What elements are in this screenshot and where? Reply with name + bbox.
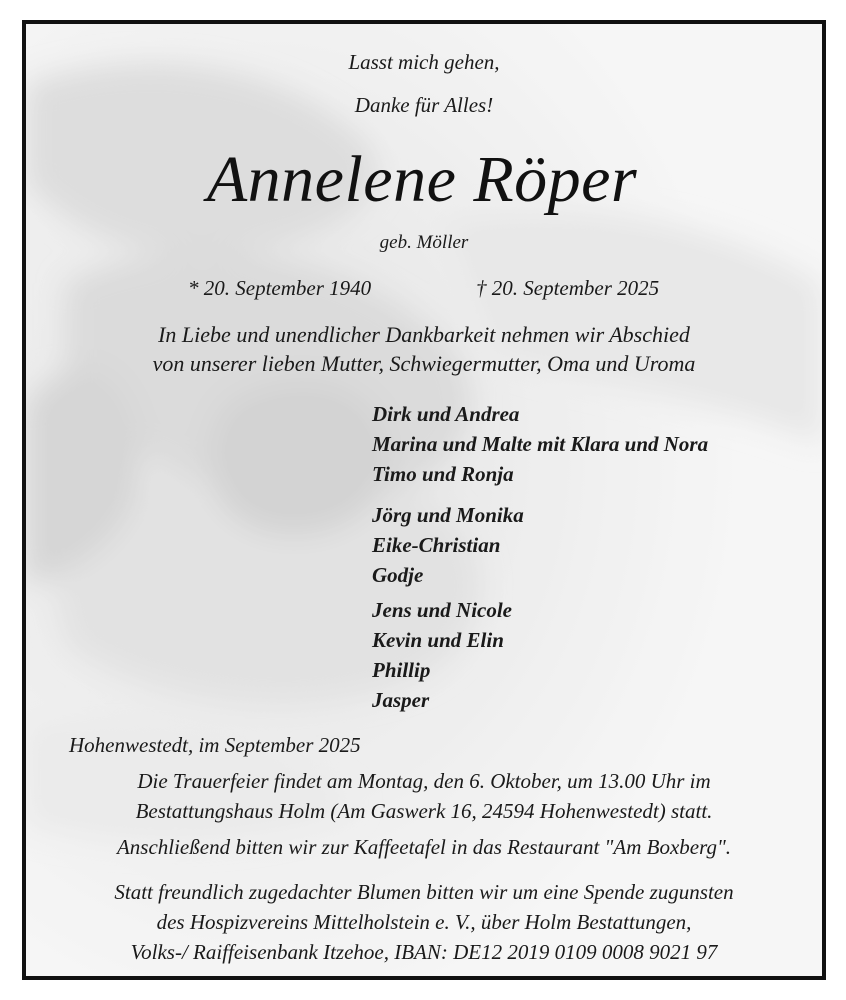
donation-line-3: Volks-/ Raiffeisenbank Itzehoe, IBAN: DE12 2019 0109 0008 9021 97 (130, 940, 718, 964)
family-member: Timo und Ronja (372, 462, 514, 486)
farewell-line-2: von unserer lieben Mutter, Schwiegermutter, Oma und Uroma (152, 351, 696, 376)
place-and-date: Hohenwestedt, im September 2025 (69, 733, 361, 757)
donation-line-2: des Hospizvereins Mittelholstein e. V., über Holm Bestattungen, (156, 910, 692, 934)
family-group-1 (372, 399, 708, 489)
family-member: Jörg und Monika (372, 503, 524, 527)
family-member: Dirk und Andrea (372, 402, 520, 426)
family-member: Jasper (372, 688, 430, 712)
ceremony-line-1: Die Trauerfeier findet am Montag, den 6. Oktober, um 13.00 Uhr im (137, 769, 711, 793)
family-group-2 (372, 500, 524, 590)
obituary-frame (22, 20, 826, 980)
death-date: † 20. September 2025 (476, 276, 660, 300)
family-member: Kevin und Elin (372, 628, 504, 652)
family-group-3 (372, 595, 512, 715)
ceremony-line-3: Anschließend bitten wir zur Kaffeetafel in das Restaurant "Am Boxberg". (116, 835, 732, 859)
motto-line-2: Danke für Alles! (354, 93, 494, 117)
ceremony-line-2: Bestattungshaus Holm (Am Gaswerk 16, 24594 Hohenwestedt) statt. (135, 799, 713, 823)
birth-date: * 20. September 1940 (188, 276, 372, 300)
family-member: Phillip (372, 658, 431, 682)
family-member: Godje (372, 563, 424, 587)
farewell-line-1: In Liebe und unendlicher Dankbarkeit nehmen wir Abschied (158, 322, 690, 347)
deceased-name: Annelene Röper (206, 143, 638, 216)
donation-line-1: Statt freundlich zugedachter Blumen bitten wir um eine Spende zugunsten (114, 880, 734, 904)
family-member: Jens und Nicole (372, 598, 513, 622)
family-member: Marina und Malte mit Klara und Nora (372, 432, 709, 456)
motto-line-1: Lasst mich gehen, (348, 50, 500, 74)
maiden-name: geb. Möller (379, 232, 469, 253)
family-member: Eike-Christian (372, 533, 501, 557)
